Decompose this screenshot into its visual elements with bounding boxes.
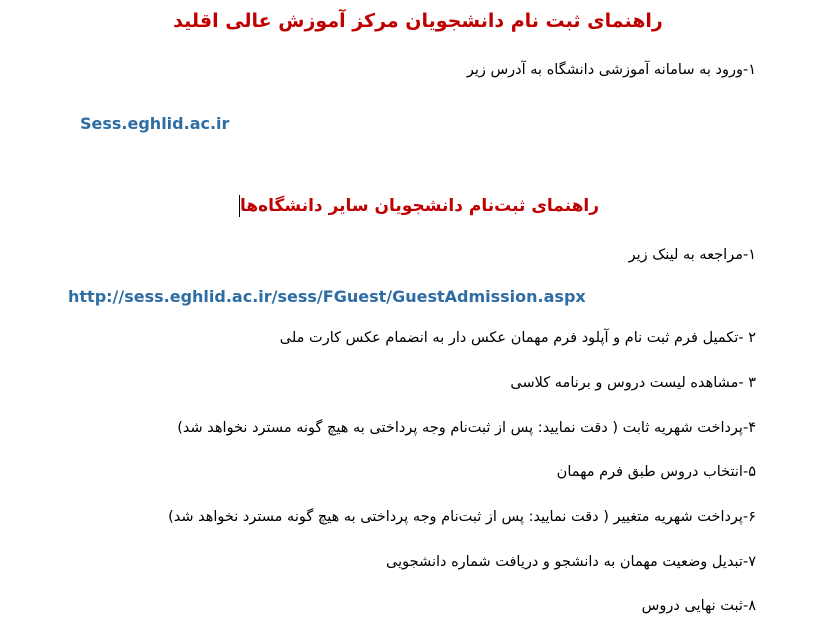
page-title: راهنمای ثبت نام دانشجویان مرکز آموزش عالی اقلید xyxy=(173,10,663,32)
section2-item-4: ۴-پرداخت شهریه ثابت ( دقت نمایید: پس از ثبت‌نام وجه پرداختی به هیچ گونه مسترد نخواهد شد) xyxy=(177,420,756,436)
section2-item-6: ۶-پرداخت شهریه متغییر ( دقت نمایید: پس از ثبت‌نام وجه پرداختی به هیچ گونه مسترد نخواهد شد) xyxy=(168,509,756,525)
section1-link[interactable]: Sess.eghlid.ac.ir xyxy=(80,114,230,133)
section2-item-2: ۲ -تکمیل فرم ثبت نام و آپلود فرم مهمان عکس دار به انضمام عکس کارت ملی xyxy=(279,330,756,346)
section2-title xyxy=(0,192,836,220)
section2-item-3: ۳ -مشاهده لیست دروس و برنامه کلاسی xyxy=(510,375,756,391)
guest-admission-link[interactable]: http://sess.eghlid.ac.ir/sess/FGuest/GuestAdmission.aspx xyxy=(68,287,586,306)
section2-title-text: راهنمای ثبت‌نام دانشجویان سایر دانشگاه‌ها xyxy=(239,196,600,216)
section2-item-1: ۱-مراجعه به لینک زیر xyxy=(628,247,756,263)
section2-item-5: ۵-انتخاب دروس طبق فرم مهمان xyxy=(556,464,756,480)
section2-item-7: ۷-تبدیل وضعیت مهمان به دانشجو و دریافت شماره دانشجویی xyxy=(386,554,756,570)
section1-item-1: ۱-ورود به سامانه آموزشی دانشگاه به آدرس زیر xyxy=(466,62,756,78)
section2-item-8: ۸-ثبت نهایی دروس xyxy=(641,598,756,614)
